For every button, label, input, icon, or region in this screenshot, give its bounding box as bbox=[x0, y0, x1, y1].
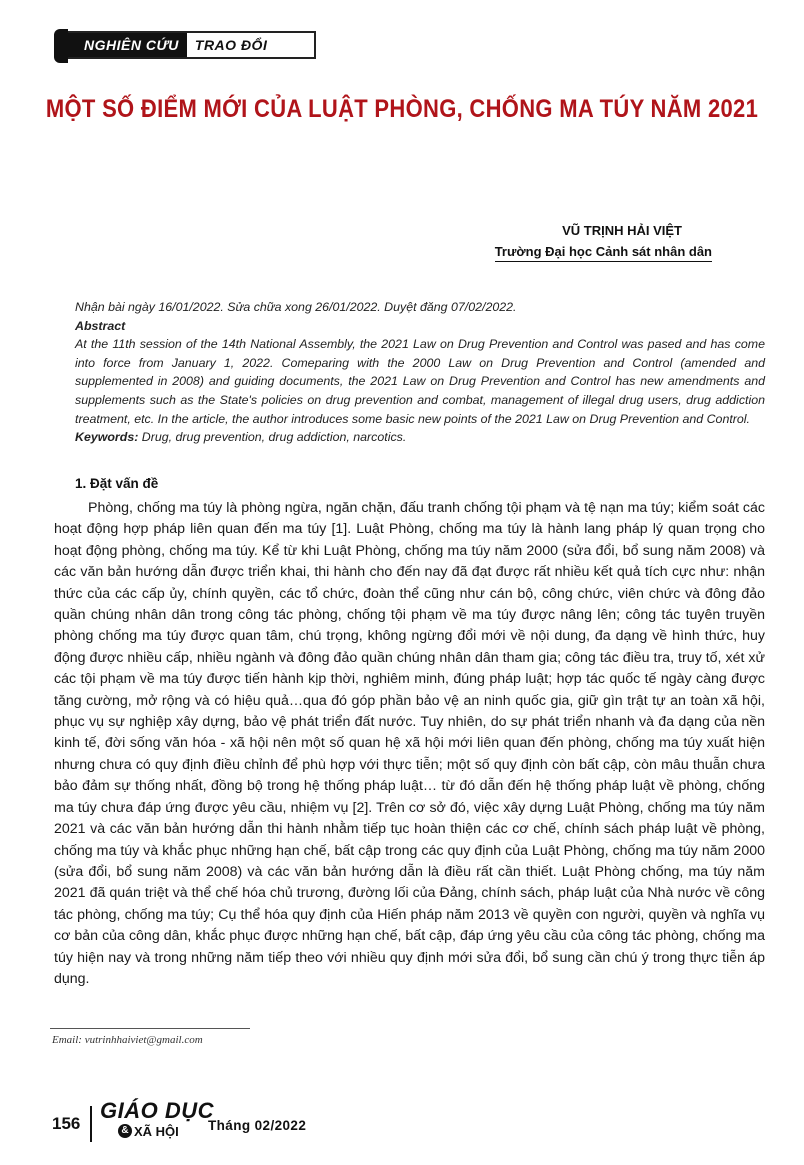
issue-date: Tháng 02/2022 bbox=[208, 1118, 307, 1133]
keywords-line bbox=[75, 428, 765, 447]
abstract-text: At the 11th session of the 14th National Assembly, the 2021 Law on Drug Prevention and Control was pased and has come into force from January 1, 2022. Comeparing with the 2000 Law on Drug Prevention and Control (amended and supplemented in 2008) and guiding documents, the 2021 Law on Drug Prevention and Control has new amendments and supplements such as the State's policies on drug prevention and combat, management of illegal drug users, drug addiction treatment, etc. In the article, the author introduces some basic new points of the 2021 Law on Drug Prevention and Control. bbox=[75, 337, 765, 426]
body-paragraph: Phòng, chống ma túy là phòng ngừa, ngăn chặn, đấu tranh chống tội phạm và tệ nạn ma túy; kiểm soát các hoạt động hợp pháp liên quan đến ma túy [1]. Luật Phòng, chống ma túy là hành lang pháp lý quan trọng cho hoạt động phòng, chống ma túy. Kể từ khi Luật Phòng, chống ma túy năm 2000 (sửa đổi, bổ sung năm 2008) và các văn bản hướng dẫn được triển khai, thi hành cho đến nay đã đạt được rất nhiều kết quả tích cực như: nhận thức của các cấp ủy, chính quyền, các tổ chức, đoàn thể cũng như cán bộ, công chức, viên chức và đông đảo quần chúng nhân dân trong công tác phòng, chống tội phạm về ma túy được nâng lên; công tác tuyên truyền phòng chống ma túy được quan tâm, chú trọng, không ngừng đổi mới về nội dung, đa dạng về hình thức, huy động được nhiều cấp, nhiều ngành và đông đảo quần chúng nhân dân tham gia; công tác điều tra, truy tố, xét xử các tội phạm về ma túy được tiến hành kịp thời, nghiêm minh, đúng pháp luật; hợp tác quốc tế ngày càng được tăng cường, mở rộng và có hiệu quả…qua đó góp phần bảo vệ an ninh quốc gia, giữ gìn trật tự an toàn xã hội, phục vụ sự nghiệp xây dựng, bảo vệ phát triển đất nước. Tuy nhiên, do sự phát triển nhanh và đa dạng của nền kinh tế, đời sống văn hóa - xã hội nên một số quan hệ xã hội mới liên quan đến phòng, chống ma túy xuất hiện nhưng chưa có quy định điều chỉnh để phù hợp với thực tiễn; một số quy định còn bất cập, còn mâu thuẫn chưa bảo đảm sự thống nhất, đồng bộ trong hệ thống pháp luật… từ đó dẫn đến hệ thống pháp luật về phòng, chống ma túy chưa đáp ứng được yêu cầu, nhiệm vụ [2]. Trên cơ sở đó, việc xây dựng Luật Phòng, chống ma túy năm 2021 và các văn bản hướng dẫn thi hành nhằm tiếp tục hoàn thiện các cơ chế, chính sách pháp luật về phòng, chống ma túy và khắc phục những hạn chế, bất cập trong các quy định của Luật Phòng, chống ma túy năm 2000 (sửa đổi, bổ sung năm 2008) và các văn bản hướng dẫn là điều rất cần thiết. Luật Phòng chống, ma túy năm 2021 đã quán triệt và thể chế hóa chủ trương, đường lối của Đảng, chính sách, pháp luật của Nhà nước về công tác phòng, chống ma túy; Cụ thể hóa quy định của Hiến pháp năm 2013 về quyền con người, quyền và nghĩa vụ cơ bản của công dân, khắc phục được những hạn chế, bất cập, đáp ứng yêu cầu của công tác phòng, chống ma túy hiện nay và trong những năm tiếp theo với nhiều quy định mới sửa đổi, bổ sung cần chú ý trong thực tiễn áp dụng. bbox=[54, 500, 765, 987]
keywords-label: Keywords: bbox=[75, 430, 139, 445]
section-tag bbox=[60, 31, 316, 59]
keywords-text: Drug, drug prevention, drug addiction, narcotics. bbox=[138, 430, 407, 445]
author-name: VŨ TRỊNH HẢI VIỆT bbox=[562, 223, 682, 238]
article-title: MỘT SỐ ĐIỂM MỚI CỦA LUẬT PHÒNG, CHỐNG MA TÚY NĂM 2021 bbox=[45, 94, 759, 123]
footnote-rule bbox=[50, 1028, 250, 1029]
tag-primary: NGHIÊN CỨU bbox=[62, 33, 187, 57]
journal-brand-amp: & bbox=[118, 1124, 132, 1138]
tag-secondary: TRAO ĐỔI bbox=[194, 37, 268, 53]
author-email: Email: vutrinhhaiviet@gmail.com bbox=[52, 1034, 203, 1046]
review-dates: Nhận bài ngày 16/01/2022. Sửa chữa xong 26/01/2022. Duyệt đăng 07/02/2022. bbox=[75, 300, 517, 314]
author-affiliation: Trường Đại học Cảnh sát nhân dân bbox=[495, 244, 712, 262]
abstract-heading: Abstract bbox=[75, 318, 126, 333]
journal-brand-line1: GIÁO DỤC bbox=[100, 1098, 214, 1123]
footer-divider bbox=[90, 1106, 92, 1142]
journal-brand-line2: XÃ HỘI bbox=[134, 1124, 179, 1139]
author-block bbox=[495, 223, 712, 262]
tag-notch bbox=[54, 29, 68, 63]
page-footer bbox=[52, 1088, 452, 1148]
section-heading: 1. Đặt vấn đề bbox=[75, 476, 159, 491]
article-meta bbox=[75, 298, 765, 447]
page-number: 156 bbox=[52, 1114, 81, 1133]
